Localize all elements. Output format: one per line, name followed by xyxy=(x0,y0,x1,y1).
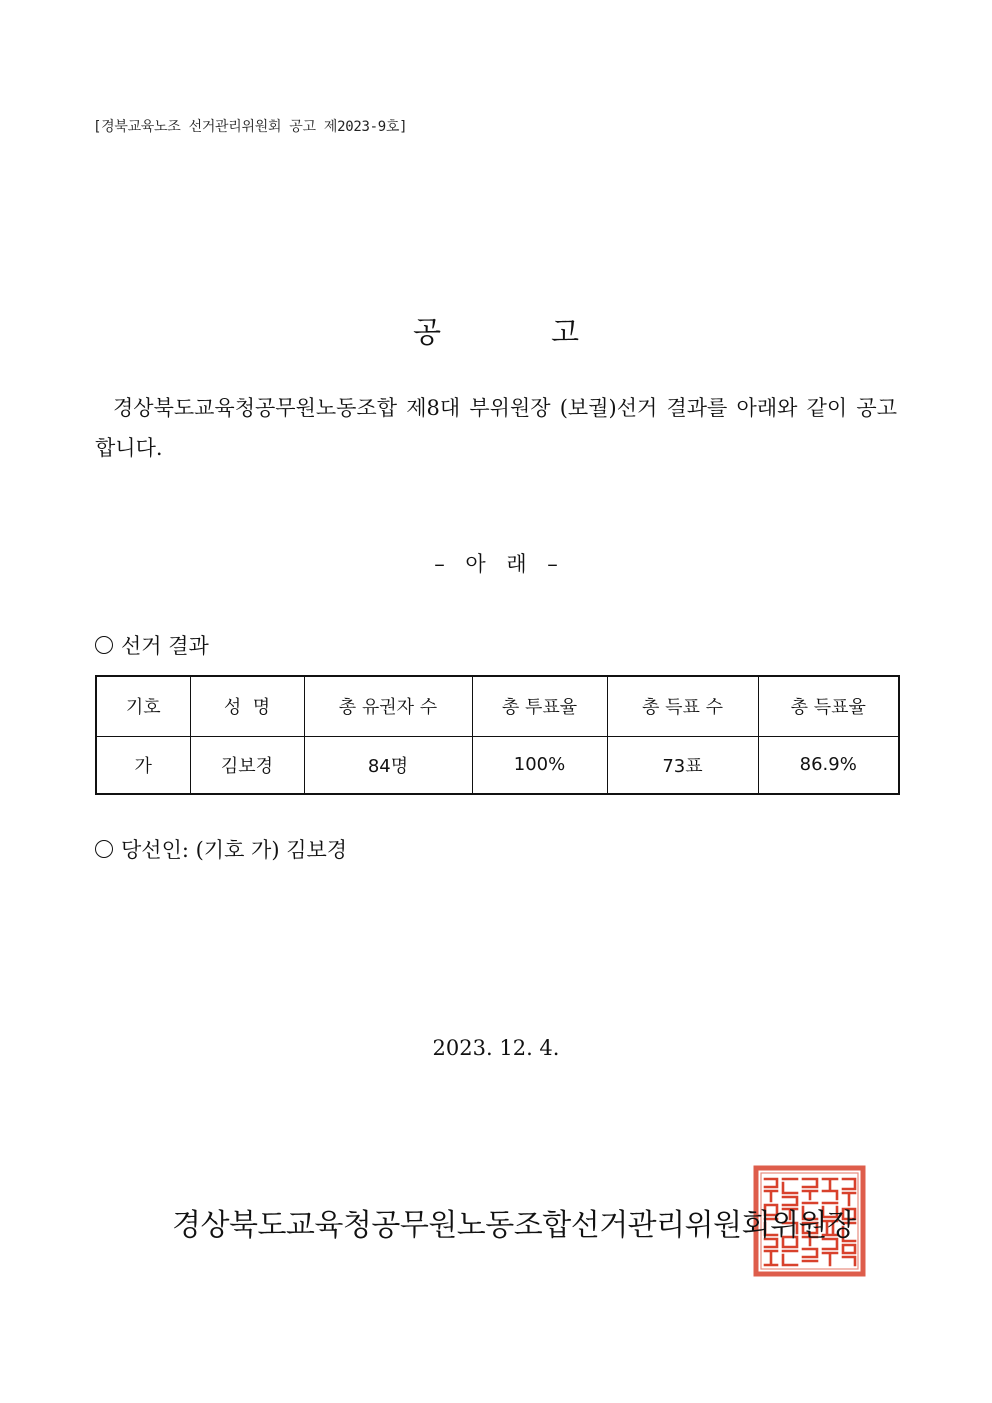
cell-voters: 84명 xyxy=(304,736,472,794)
announcement-date: 2023. 12. 4. xyxy=(432,1036,560,1060)
header-cell-turnout: 총 투표율 xyxy=(472,676,607,736)
results-section-heading xyxy=(95,630,209,660)
table-header-row xyxy=(96,676,899,736)
winner-section-label: 당선인: (기호 가) 김보경 xyxy=(121,838,348,862)
table-row xyxy=(96,736,899,794)
results-table xyxy=(95,675,900,795)
title-char-1: 공 xyxy=(412,315,441,349)
header-cell-name: 성 명 xyxy=(190,676,304,736)
cell-name: 김보경 xyxy=(190,736,304,794)
below-heading: – 아 래 – xyxy=(434,552,558,576)
circle-bullet-icon xyxy=(95,840,113,858)
cell-turnout: 100% xyxy=(472,736,607,794)
results-section-label: 선거 결과 xyxy=(121,634,209,658)
winner-section-heading xyxy=(95,834,347,864)
cell-number: 가 xyxy=(96,736,190,794)
cell-votes: 73표 xyxy=(607,736,758,794)
header-cell-voters: 총 유권자 수 xyxy=(304,676,472,736)
signer-title: 경상북도교육청공무원노동조합선거관리위원회위원장 xyxy=(172,1208,856,1243)
header-cell-vote-rate: 총 득표율 xyxy=(758,676,899,736)
document-number: [경북교육노조 선거관리위원회 공고 제2023-9호] xyxy=(93,119,408,135)
header-cell-number: 기호 xyxy=(96,676,190,736)
title-char-2: 고 xyxy=(551,315,580,349)
page-title xyxy=(0,310,992,351)
intro-text: 경상북도교육청공무원노동조합 제8대 부위원장 (보궐)선거 결과를 아래와 같이 공고합니다. xyxy=(95,396,897,460)
circle-bullet-icon xyxy=(95,636,113,654)
header-cell-votes: 총 득표 수 xyxy=(607,676,758,736)
intro-paragraph xyxy=(95,388,897,468)
cell-vote-rate: 86.9% xyxy=(758,736,899,794)
